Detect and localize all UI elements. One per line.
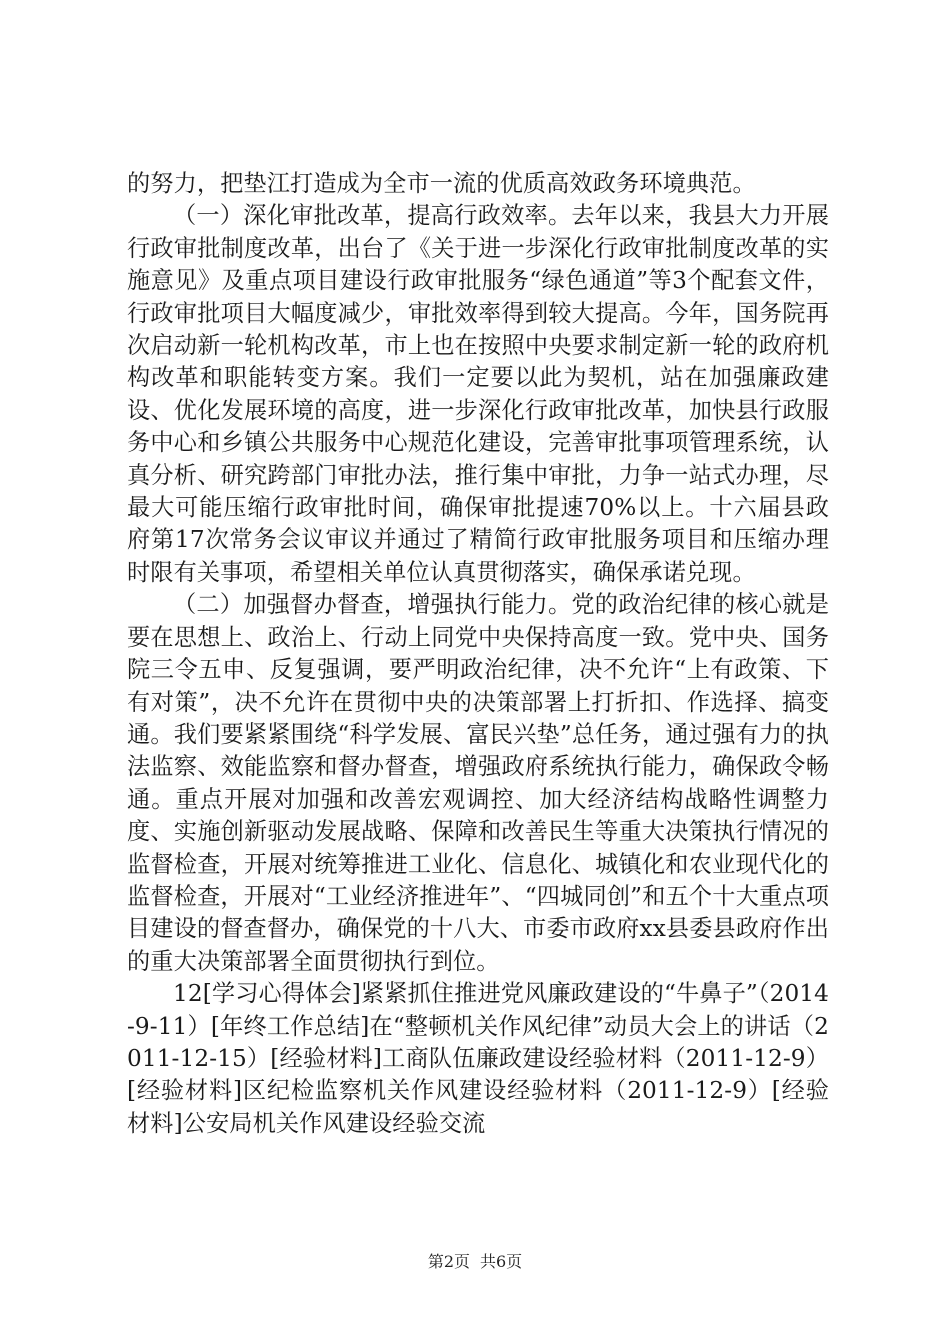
page-footer [0, 1252, 950, 1272]
document-body [127, 168, 829, 1140]
paragraph-approval-reform: （一）深化审批改革，提高行政效率。去年以来，我县大力开展行政审批制度改革，出台了《关于进一步深化行政审批制度改革的实施意见》及重点项目建设行政审批服务“绿色通道”等3个配套文件，行政审批项目大幅度减少，审批效率得到较大提高。今年，国务院再次启动新一轮机构改革，市上也在按照中央要求制定新一轮的政府机构改革和职能转变方案。我们一定要以此为契机，站在加强廉政建设、优化发展环境的高度，进一步深化行政审批改革，加快县行政服务中心和乡镇公共服务中心规范化建设，完善审批事项管理系统，认真分析、研究跨部门审批办法，推行集中审批，力争一站式办理，尽最大可能压缩行政审批时间，确保审批提速70%以上。十六届县政府第17次常务会议审议并通过了精简行政审批服务项目和压缩办理时限有关事项，希望相关单位认真贯彻落实，确保承诺兑现。 [127, 202, 829, 586]
paragraph-continuation: 的努力，把垫江打造成为全市一流的优质高效政务环境典范。 [127, 170, 756, 197]
paragraph-related-articles: 12[学习心得体会]紧紧抓住推进党风廉政建设的“牛鼻子”（2014-9-11）[年终工作总结]在“整顿机关作风纪律”动员大会上的讲话（2011-12-15）[经验材料]工商队伍廉政建设经验材料（2011-12-9）[经验材料]区纪检监察机关作风建设经验材料（2011-12-9）[经验材料]公安局机关作风建设经验交流 [127, 980, 829, 1137]
page-number: 第2页 [427, 1252, 470, 1271]
page-total: 共6页 [480, 1252, 523, 1271]
paragraph-supervision: （二）加强督办督查，增强执行能力。党的政治纪律的核心就是要在思想上、政治上、行动上同党中央保持高度一致。党中央、国务院三令五申、反复强调，要严明政治纪律，决不允许“上有政策、下有对策”，决不允许在贯彻中央的决策部署上打折扣、作选择、搞变通。我们要紧紧围绕“科学发展、富民兴垫”总任务，通过强有力的执法监察、效能监察和督办督查，增强政府系统执行能力，确保政令畅通。重点开展对加强和改善宏观调控、加大经济结构战略性调整力度、实施创新驱动发展战略、保障和改善民生等重大决策执行情况的监督检查，开展对统筹推进工业化、信息化、城镇化和农业现代化的监督检查，开展对“工业经济推进年”、“四城同创”和五个十大重点项目建设的督查督办，确保党的十八大、市委市政府xx县委县政府作出的重大决策部署全面贯彻执行到位。 [127, 591, 829, 975]
